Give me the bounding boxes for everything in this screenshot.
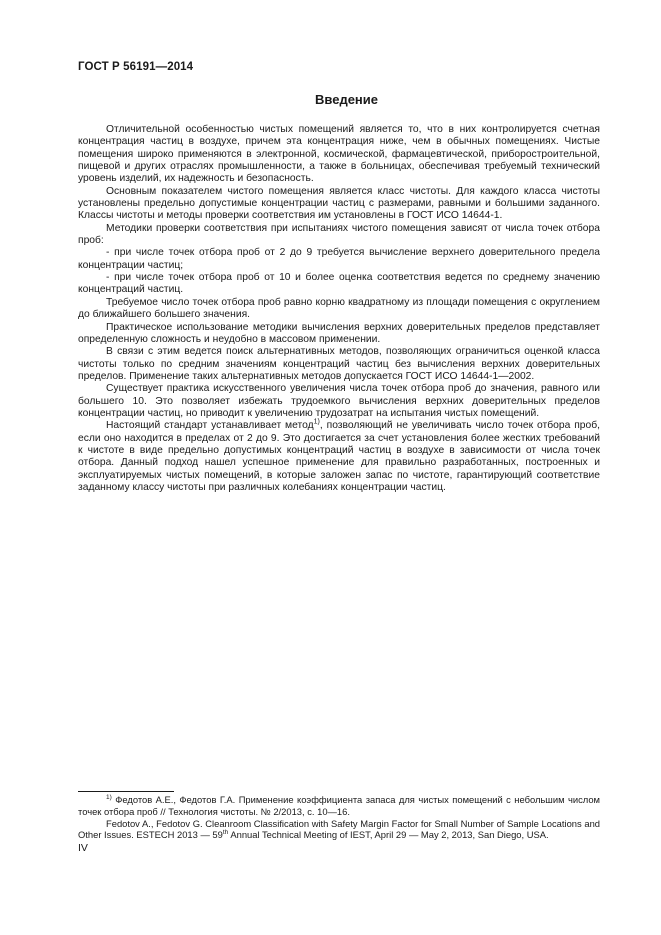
paragraph: Методики проверки соответствия при испытаниях чистого помещения зависят от числа точек отбора проб: <box>78 222 600 247</box>
paragraph: Практическое использование методики вычисления верхних доверительных пределов представляет определенную сложность и неудобно в массовом применении. <box>78 321 600 345</box>
paragraph: Требуемое число точек отбора проб равно корню квадратному из площади помещения с округлением до ближайшего большего значения. <box>78 296 600 321</box>
footnote-divider <box>78 791 174 792</box>
footnote-ref: 1) <box>313 418 320 426</box>
footnote-en <box>78 818 600 842</box>
document-code: ГОСТ Р 56191—2014 <box>78 61 194 73</box>
paragraph: В связи с этим ведется поиск альтернативных методов, позволяющих ограничиться оценкой класса чистоты только по средним значениям концентраций частиц без вычисления верхних доверительных пределов. Применение таких альтернативных методов допускается ГОСТ ИСО 14644-1—2002. <box>78 346 600 382</box>
paragraph: Основным показателем чистого помещения является класс чистоты. Для каждого класса чистоты установлены предельно допустимые концентрации частиц с размерами, равными и большими заданного. Классы чистоты и методы проверки соответствия им установлены в ГОСТ ИСО 14644-1. <box>78 185 600 222</box>
footnote-text: Fedotov A., Fedotov G. Cleanroom Classification with Safety Margin Factor for Small Number of Sample Locations and Other Issues. ESTECH 2013 — 59 <box>78 817 600 841</box>
section-title: Введение <box>315 92 378 107</box>
footnotes <box>78 794 600 841</box>
footnote-text: Федотов А.Е., Федотов Г.А. Применение коэффициента запаса для чистых помещений с небольшим числом точек отбора проб // Технология чистоты. № 2/2013, с. 10—16. <box>78 794 600 817</box>
footnote-ru <box>78 794 600 818</box>
list-item: - при числе точек отбора проб от 10 и более оценка соответствия ведется по среднему значению концентраций частиц. <box>78 272 600 296</box>
paragraph-text: Настоящий стандарт устанавливает метод <box>106 420 314 432</box>
footnote-marker: 1) <box>106 793 112 801</box>
paragraph: Отличительной особенностью чистых помещений является то, что в них контролируется счетная концентрация частиц в воздухе, причем эта концентрация ниже, чем в обычных помещениях. Чистые помещения широко применяются в электронной, космической, фармацевтической, приборостроительной, пищевой и других отраслях промышленности, а также в больницах, обеспечивая требуемый технический уровень изделий, их надежность и безопасность. <box>78 124 600 185</box>
page-number: IV <box>78 842 88 854</box>
paragraph: Существует практика искусственного увеличения числа точек отбора проб до значения, равного или большего 10. Это позволяет избежать трудоемкого вычисления верхних доверительных пределов концентрации частиц, но приводит к увеличению трудозатрат на испытания чистых помещений. <box>78 383 600 419</box>
body-text <box>78 124 600 494</box>
footnote-text: Annual Technical Meeting of IEST, April 29 — May 2, 2013, San Diego, USA. <box>228 829 549 841</box>
paragraph <box>78 420 600 494</box>
paragraph-text: , позволяющий не увеличивать число точек отбора проб, если оно находится в пределах от 2 до 9. Это достигается за счет установления более жестких требований к чистоте в виде предельно допустимых концентраций частиц в воздухе в зависимости от числа точек отбора. Данный подход нашел успешное применение для правильно разработанных, построенных и эксплуатируемых чистых помещений, в которые заложен запас по чистоте, гарантирующий соответствие заданному классу чистоты при различных колебаниях концентрации частиц. <box>78 420 600 493</box>
list-item: - при числе точек отбора проб от 2 до 9 требуется вычисление верхнего доверительного предела концентрации частиц; <box>78 247 600 271</box>
ordinal-suffix: th <box>222 829 229 837</box>
